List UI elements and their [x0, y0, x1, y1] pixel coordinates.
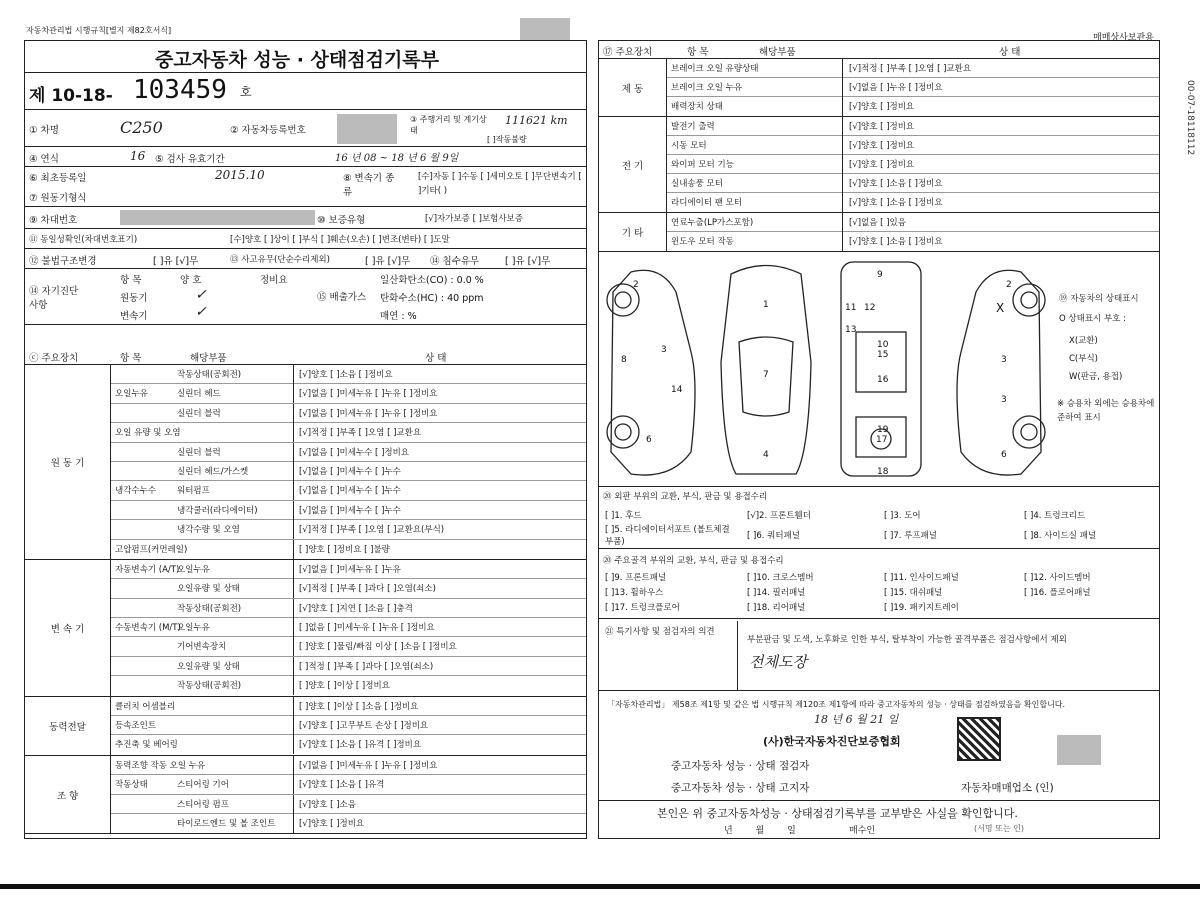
right-row-state: [√]양호 [ ]정비요	[849, 141, 915, 151]
frame-item: [ ]12. 사이드멤버	[1024, 573, 1091, 583]
main-row-state: [ ]없음 [ ]미세누유 [ ]누유 [ ]정비요	[299, 623, 435, 634]
law-note: 자동차관리법 시행규칙[별지 제82호서식]	[26, 26, 172, 35]
right-row	[667, 59, 1159, 78]
main-row	[111, 775, 586, 794]
legend-w: W(판금, 용접)	[1069, 372, 1123, 382]
main-header-part: 해당부품	[190, 353, 227, 364]
remarks	[599, 621, 1159, 691]
mileage-label: ③ 주행거리 및 계기상태	[410, 115, 487, 135]
side-text: 00-07-18118112	[1185, 80, 1195, 156]
emission-label: ⑮ 배출가스	[317, 292, 367, 303]
main-row-sub: 수동변속기 (M/T)	[115, 623, 181, 634]
main-row-part: 오일누유	[177, 623, 210, 634]
main-row-part: 실린더 헤드/가스켓	[177, 466, 249, 477]
frame-item: [ ]14. 필러패널	[747, 588, 806, 598]
right-row	[667, 174, 1159, 193]
main-row-part: 작동상태(공회전)	[177, 370, 242, 380]
main-row	[111, 520, 586, 539]
redacted-block	[520, 18, 570, 40]
inspection-period-value: 16 년 08 ~ 18 년 6 월 9일	[335, 153, 459, 164]
mark-14: 14	[671, 385, 683, 395]
main-row	[111, 657, 586, 676]
main-row-state: [√]양호 [ ]정비요	[299, 818, 365, 829]
outer-panels-label: ⑳ 외판 부위의 교환, 부식, 판금 및 용접수리	[603, 492, 768, 502]
emission-co: 일산화탄소(CO) : 0.0 %	[380, 275, 484, 286]
right-row	[667, 78, 1159, 97]
mark-18: 18	[877, 467, 889, 477]
main-row	[111, 735, 586, 754]
check-mark: ✓	[195, 304, 207, 320]
car-diagram	[599, 251, 1159, 487]
main-row	[111, 423, 586, 442]
certify-statement: 「자동차관리법」 제58조 제1항 및 같은 법 시행규칙 제120조 제1항에 따라 중고자동차의 성능 · 상태를 점검하였음을 확인합니다.	[607, 700, 1066, 709]
self-diag-item-header: 항 목	[120, 275, 142, 286]
main-row-state: [√]없음 [ ]미세누수 [ ]누수	[299, 466, 401, 477]
panel-7: [ ]7. 루프패널	[884, 531, 937, 541]
mark-10: 10	[877, 340, 889, 350]
transmission-value: [수]자동 [ ]수동 [ ]세미오토 [ ]무단변속기 [ ]기타( )	[418, 172, 582, 196]
main-row-state: [√]적정 [ ]부족 [ ]오염 [ ]교환요	[299, 428, 422, 439]
main-row	[111, 560, 586, 579]
redacted-block	[1057, 735, 1101, 765]
main-group	[25, 560, 586, 697]
main-row-sub: 클러치 어셈블리	[115, 701, 176, 712]
frame-item: [ ]13. 휠하우스	[605, 588, 664, 598]
main-row-sub: 작동상태	[115, 780, 148, 791]
right-row	[667, 117, 1159, 136]
self-diag-engine: 원동기	[120, 293, 148, 304]
right-row-state: [√]양호 [ ]소음 [ ]정비요	[849, 237, 943, 247]
right-row-state: [√]양호 [ ]소음 [ ]정비요	[849, 179, 943, 189]
right-row-state: [√]양호 [ ]정비요	[849, 122, 915, 132]
main-row-state: [√]없음 [ ]미세누유 [ ]누유 [ ]정비요	[299, 760, 438, 771]
main-section-label: ⓒ 주요장치	[29, 353, 79, 364]
main-group-name: 동력전달	[25, 697, 111, 755]
engine-type-label: ⑦ 원동기형식	[29, 193, 87, 204]
emission-hc: 탄화수소(HC) : 40 ppm	[380, 293, 484, 304]
right-row-part: 연료누출(LP가스포함)	[671, 218, 754, 228]
reg-no-label: ② 자동차등록번호	[230, 125, 306, 136]
right-row-state: [√]양호 [ ]소음 [ ]정비요	[849, 198, 943, 208]
certify-date: 18 년 6 월 21 일	[814, 713, 899, 726]
main-row-state: [ ]적정 [ ]부족 [ ]과다 [ ]오염(쇠소)	[299, 661, 434, 672]
main-row	[111, 637, 586, 656]
car-name-value: C250	[120, 118, 163, 137]
frame-parts-label: ⑳ 주요골격 부위의 교환, 부식, 판금 및 용접수리	[603, 556, 784, 566]
main-row-state: [√]양호 [ ]소음 [ ]유격	[299, 780, 385, 791]
right-form	[598, 40, 1160, 839]
vin-label: ⑨ 차대번호	[29, 215, 78, 226]
number-suffix: 호	[240, 85, 252, 99]
certify-org: (사)한국자동차진단보증협회	[763, 735, 901, 748]
main-row-part: 오일유량 및 상태	[177, 584, 240, 595]
right-row-part: 브레이크 오일 유량상태	[671, 64, 759, 74]
mark-16: 16	[877, 375, 889, 385]
accident-label: ⑬ 사고유무(단순수리제외)	[230, 255, 330, 265]
legend-c: C(부식)	[1069, 354, 1098, 364]
main-row-part: 실린더 블럭	[177, 408, 221, 419]
panel-4: [ ]4. 트렁크리드	[1024, 511, 1086, 521]
main-row	[111, 716, 586, 735]
legend-x: X(교환)	[1069, 336, 1098, 346]
main-row	[111, 404, 586, 423]
right-group-name: 제 동	[599, 59, 667, 116]
panel-8: [ ]8. 사이드실 패널	[1024, 531, 1097, 541]
main-row-sub: 등속조인트	[115, 721, 157, 732]
right-row-part: 발전기 출력	[671, 122, 715, 132]
self-diag-bad: 정비요	[260, 275, 288, 286]
main-row	[111, 795, 586, 814]
main-group-name: 원 동 기	[25, 365, 111, 559]
frame-item: [ ]16. 플로어패널	[1024, 588, 1091, 598]
self-diag-label: ⑭ 자기진단 사항	[29, 286, 79, 311]
main-row-state: [ ]양호 [ ]정비요 [ ]불량	[299, 544, 390, 555]
main-row-part: 냉각수량 및 오염	[177, 525, 240, 536]
form-number: 103459	[133, 75, 227, 105]
main-row-part: 실린더 블럭	[177, 447, 221, 458]
main-header-state: 상 태	[425, 353, 447, 364]
main-row-part: 스티어링 기어	[177, 780, 229, 791]
main-group	[25, 756, 586, 835]
certify-dealer: 자동차매매업소 (인)	[961, 782, 1054, 794]
mark-19: 19	[877, 425, 889, 435]
main-row-state: [√]없음 [ ]미세누수 [ ]누수	[299, 486, 401, 497]
main-row	[111, 599, 586, 618]
mark-2: 2	[633, 280, 639, 290]
qr-stamp	[957, 717, 1001, 761]
car-diagram-svg	[601, 252, 1051, 486]
year-value: 16	[130, 149, 146, 163]
right-row-state: [√]적정 [ ]부족 [ ]오염 [ ]교환요	[849, 64, 972, 74]
check-mark: ✓	[195, 287, 207, 303]
main-row-part: 작동상태(공회전)	[177, 603, 242, 614]
right-header-state: 상 태	[999, 47, 1021, 58]
emission-smoke: 매연 : %	[380, 311, 417, 322]
main-row-sub: 동력조향 작동 오일 누유	[115, 760, 206, 771]
main-row	[111, 540, 586, 559]
main-row	[111, 443, 586, 462]
main-row-state: [√]없음 [ ]미세누유 [ ]누유	[299, 564, 401, 575]
legend-sub: O 상태표시 부호 :	[1059, 314, 1126, 324]
left-form	[24, 40, 587, 839]
mark-13: 13	[845, 325, 857, 335]
legend-note: ※ 승용차 외에는 승용차에 준하여 표시	[1057, 399, 1155, 423]
main-row	[111, 814, 586, 833]
panel-3: [ ]3. 도어	[884, 511, 921, 521]
frame-item: [ ]18. 리어패널	[747, 603, 806, 613]
mark-x: X	[996, 301, 1005, 315]
mark-4: 4	[763, 450, 769, 460]
main-row-state: [√]양호 [ ]소음	[299, 799, 356, 810]
illegal-mod-label: ⑫ 불법구조변경	[29, 256, 97, 267]
main-row-state: [√]없음 [ ]미세누유 [ ]누유 [ ]정비요	[299, 389, 438, 400]
main-row	[111, 365, 586, 384]
mark-3: 3	[661, 345, 667, 355]
main-row-part: 작동상태(공회전)	[177, 681, 242, 692]
main-row	[111, 579, 586, 598]
right-header-device: ⑰ 주요장치	[603, 47, 653, 58]
right-group	[599, 59, 1159, 117]
right-devices-header	[599, 41, 1159, 59]
remarks-label: ㉑ 특기사항 및 점검자의 의견	[605, 627, 715, 637]
number-prefix: 제 10-18-	[29, 86, 113, 106]
main-row-state: [ ]양호 [ ]이상 [ ]소음 [ ]정비요	[299, 701, 419, 712]
right-row-part: 와이퍼 모터 기능	[671, 160, 734, 170]
right-row-part: 배력장치 상태	[671, 102, 723, 112]
mark-8: 8	[621, 355, 627, 365]
right-row-state: [√]없음 [ ]있음	[849, 218, 906, 228]
main-row-part: 오일누유	[177, 564, 210, 575]
mark-11: 11	[845, 303, 857, 313]
basic-info	[25, 109, 586, 325]
main-row-state: [ ]양호 [ ]물림/빠짐 이상 [ ]소음 [ ]정비요	[299, 642, 457, 653]
main-row-state: [ ]양호 [ ]이상 [ ]정비요	[299, 681, 390, 692]
main-devices	[25, 347, 586, 834]
right-group-name: 기 타	[599, 213, 667, 251]
main-row-part: 타이로드엔드 및 볼 조인트	[177, 818, 276, 829]
main-row	[111, 462, 586, 481]
right-row-state: [√]양호 [ ]정비요	[849, 102, 915, 112]
frame-parts	[599, 551, 1159, 619]
self-diag-trans: 변속기	[120, 311, 148, 322]
frame-item: [ ]11. 인사이드패널	[884, 573, 959, 583]
outer-panels	[599, 487, 1159, 549]
year-label: ④ 연식	[29, 154, 59, 165]
warranty-label: ⑩ 보증유형	[317, 215, 366, 226]
right-row-part: 시동 모터	[671, 141, 707, 151]
frame-item: [ ]15. 대쉬패널	[884, 588, 943, 598]
mark-3b-right: 3	[1001, 395, 1007, 405]
main-header-item: 항 목	[120, 353, 142, 364]
main-row-state: [√]양호 [ ]고무부트 손상 [ ]정비요	[299, 721, 429, 732]
mark-15: 15	[877, 350, 889, 360]
main-row-state: [√]적정 [ ]부족 [ ]과다 [ ]오염(쇠소)	[299, 584, 436, 595]
right-row-part: 라디에이터 팬 모터	[671, 198, 743, 208]
main-row	[111, 384, 586, 403]
main-row-sub: 자동변속기 (A/T)	[115, 564, 180, 575]
main-row	[111, 481, 586, 500]
mark-3-right: 3	[1001, 355, 1007, 365]
main-row-state: [√]없음 [ ]미세누수 [ ]정비요	[299, 447, 410, 458]
main-row	[111, 756, 586, 775]
transmission-label: ⑧ 변속기 종류	[343, 173, 395, 198]
inspection-period-label: ⑤ 검사 유효기간	[155, 154, 225, 165]
mark-2-right: 2	[1006, 280, 1012, 290]
illegal-mod-value: [ ]유 [√]무	[153, 256, 199, 267]
main-row-sub: 추진축 및 베어링	[115, 740, 178, 751]
right-row	[667, 155, 1159, 174]
right-group	[599, 213, 1159, 252]
mark-7: 7	[763, 370, 769, 380]
remarks-text: 부분판금 및 도색, 노후화로 인한 부식, 탈부착이 가능한 골격부품은 점검사항에서 제외	[747, 635, 1067, 645]
bottom-rule	[0, 884, 1200, 889]
receipt-buyer: 매수인	[849, 826, 876, 836]
right-row-state: [√]양호 [ ]정비요	[849, 160, 915, 170]
main-group-name: 조 향	[25, 756, 111, 834]
main-group	[25, 365, 586, 560]
right-row	[667, 136, 1159, 155]
main-row-part: 스티어링 펌프	[177, 799, 229, 810]
right-row-state: [√]없음 [ ]누유 [ ]정비요	[849, 83, 943, 93]
panel-2: [√]2. 프론트휀더	[747, 511, 811, 521]
mileage-extra: [ ]작동불량	[487, 135, 527, 144]
main-row-sub: 냉각수누수	[115, 486, 157, 497]
frame-item: [ ]10. 크로스멤버	[747, 573, 814, 583]
mark-6-right: 6	[1001, 450, 1007, 460]
right-header-item: 항 목	[687, 47, 709, 58]
mileage-value: 111621 km	[505, 114, 568, 127]
redacted-block	[337, 114, 397, 144]
main-row-state: [√]없음 [ ]미세누수 [ ]누수	[299, 505, 401, 516]
right-row	[667, 213, 1159, 232]
main-row-sub: 오일누유	[115, 389, 148, 400]
right-row-part: 실내송풍 모터	[671, 179, 723, 189]
right-row	[667, 97, 1159, 116]
main-row	[111, 618, 586, 637]
main-row-state: [√]양호 [ ]지연 [ ]소음 [ ]충격	[299, 603, 413, 614]
mark-6: 6	[646, 435, 652, 445]
mark-1: 1	[763, 300, 769, 310]
accident-value: [ ]유 [√]무	[365, 256, 411, 267]
main-row-sub: 고압펌프(커먼레일)	[115, 544, 188, 555]
main-row-part: 오일유량 및 상태	[177, 661, 240, 672]
warranty-value: [√]자가보증 [ ]보험사보증	[425, 214, 523, 224]
panel-5: [ ]5. 라디에이터서포트 (볼트체결부품)	[605, 525, 730, 547]
certify-notifier: 중고자동차 성능 · 상태 고지자	[671, 782, 810, 794]
redacted-block	[120, 210, 315, 225]
main-row-part: 기어변속장치	[177, 642, 227, 653]
frame-item: [ ]9. 프론트패널	[605, 573, 667, 583]
right-header-part: 해당부품	[759, 47, 796, 58]
right-row	[667, 193, 1159, 212]
main-row	[111, 676, 586, 695]
main-row-state: [√]양호 [ ]소음 [ ]정비요	[299, 370, 393, 380]
panel-1: [ ]1. 후드	[605, 511, 642, 521]
mark-9: 9	[877, 270, 883, 280]
certify-inspector: 중고자동차 성능 · 상태 점검자	[671, 760, 810, 772]
main-row-state: [√]양호 [ ]소음 [ ]유격 [ ]정비요	[299, 740, 422, 751]
self-diag-good: 양 호	[180, 275, 202, 286]
receipt-sign: (서명 또는 인)	[974, 824, 1024, 833]
form-title: 중고자동차 성능 · 상태점검기록부	[155, 49, 440, 71]
mark-12: 12	[864, 303, 876, 313]
main-group-name: 변 속 기	[25, 560, 111, 696]
right-note: 매매상사보관용	[1093, 33, 1154, 43]
main-row	[111, 697, 586, 716]
first-reg-value: 2015.10	[215, 168, 265, 182]
main-row-part: 워터펌프	[177, 486, 210, 497]
main-row-part: 실린더 헤드	[177, 389, 221, 400]
flood-value: [ ]유 [√]무	[505, 256, 551, 267]
main-row-state: [√]없음 [ ]미세누유 [ ]누유 [ ]정비요	[299, 408, 438, 419]
panel-6: [ ]6. 쿼터패널	[747, 531, 800, 541]
right-row-part: 윈도우 모터 작동	[671, 237, 734, 247]
right-group	[599, 117, 1159, 213]
main-row-part: 냉각쿨러(라디에이터)	[177, 505, 258, 516]
receipt-date: 년 월 일	[724, 826, 796, 836]
main-row-sub: 오일 유량 및 오염	[115, 428, 181, 439]
frame-item: [ ]17. 트렁크플로어	[605, 603, 680, 613]
mark-17: 17	[876, 435, 888, 445]
identity-label: ⑪ 동일성확인(차대번호표기)	[29, 235, 138, 245]
right-row	[667, 232, 1159, 251]
right-group-name: 전 기	[599, 117, 667, 212]
right-row-part: 브레이크 오일 누유	[671, 83, 743, 93]
identity-value: [수]양호 [ ]상이 [ ]부식 [ ]훼손(오손) [ ]변조(변타) [ ]도말	[230, 235, 450, 245]
receipt-statement: 본인은 위 중고자동차성능 · 상태점검기록부를 교부받은 사실을 확인합니다.	[657, 807, 1018, 820]
legend-title: ⑲ 자동차의 상태표시	[1059, 294, 1139, 304]
main-row	[111, 501, 586, 520]
main-row-state: [√]적정 [ ]부족 [ ]오염 [ ]교환요(부식)	[299, 525, 445, 536]
first-reg-label: ⑥ 최초등록일	[29, 173, 87, 184]
certify	[599, 693, 1159, 801]
flood-label: ⑭ 침수유무	[430, 256, 480, 267]
main-group	[25, 697, 586, 756]
frame-item: [ ]19. 패키지트레이	[884, 603, 959, 613]
car-name-label: ① 차명	[29, 125, 59, 136]
remarks-handwritten: 전체도장	[749, 653, 807, 671]
